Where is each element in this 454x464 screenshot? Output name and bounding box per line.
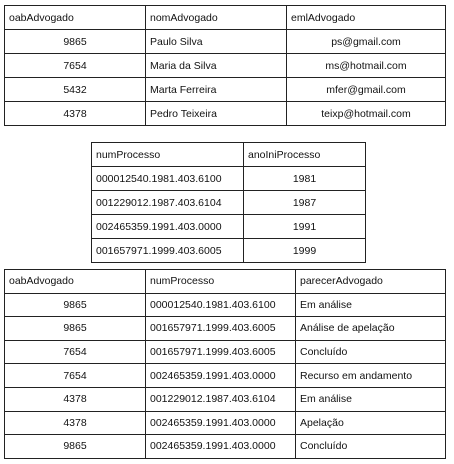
table-cell: 7654 [5,340,146,364]
column-header: oabAdvogado [5,270,146,294]
table-cell: mfer@gmail.com [287,78,446,102]
table-cell: 4378 [5,102,146,126]
table-cell: 001657971.1999.403.6005 [92,239,244,263]
table-cell: teixp@hotmail.com [287,102,446,126]
column-header: nomAdvogado [146,6,287,30]
table-row [5,364,446,388]
table-row [5,30,446,54]
table-cell: 9865 [5,293,146,317]
table-cell: 7654 [5,364,146,388]
table-row [5,293,446,317]
column-header: numProcesso [146,270,296,294]
table-row [5,54,446,78]
table-cell: Paulo Silva [146,30,287,54]
table-cell: 002465359.1991.403.0000 [92,215,244,239]
table-cell: 000012540.1981.403.6100 [92,167,244,191]
table-cell: 4378 [5,411,146,435]
table-row [5,411,446,435]
table-cell: 001657971.1999.403.6005 [146,340,296,364]
advogados-table [4,5,446,126]
table-cell: 1987 [244,191,366,215]
table-cell: Concluído [296,435,446,459]
table-cell: 9865 [5,317,146,341]
table-header-row [92,143,366,167]
table-header-row [5,6,446,30]
table-cell: Em análise [296,387,446,411]
column-header: numProcesso [92,143,244,167]
table-row [5,78,446,102]
table-cell: 9865 [5,30,146,54]
table-cell: Recurso em andamento [296,364,446,388]
table-cell: Concluído [296,340,446,364]
table-cell: 002465359.1991.403.0000 [146,411,296,435]
table-cell: 4378 [5,387,146,411]
table-row [92,191,366,215]
table-cell: 000012540.1981.403.6100 [146,293,296,317]
table-header-row [5,270,446,294]
table-cell: Apelação [296,411,446,435]
table-cell: 9865 [5,435,146,459]
table-cell: 002465359.1991.403.0000 [146,364,296,388]
table-row [92,239,366,263]
table-cell: Marta Ferreira [146,78,287,102]
column-header: anoIniProcesso [244,143,366,167]
table-cell: Em análise [296,293,446,317]
processos-table [91,142,366,263]
table-row [5,317,446,341]
table-cell: Análise de apelação [296,317,446,341]
table-cell: Pedro Teixeira [146,102,287,126]
table-row [5,340,446,364]
table-cell: 1991 [244,215,366,239]
table-cell: 7654 [5,54,146,78]
table-row [92,167,366,191]
column-header: oabAdvogado [5,6,146,30]
table-cell: 1999 [244,239,366,263]
table-cell: ms@hotmail.com [287,54,446,78]
table-cell: 001229012.1987.403.6104 [92,191,244,215]
table-cell: 5432 [5,78,146,102]
table-cell: 002465359.1991.403.0000 [146,435,296,459]
column-header: emlAdvogado [287,6,446,30]
table-row [5,102,446,126]
table-row [5,435,446,459]
table-cell: ps@gmail.com [287,30,446,54]
table-cell: 1981 [244,167,366,191]
table-cell: 001657971.1999.403.6005 [146,317,296,341]
table-row [5,387,446,411]
table-row [92,215,366,239]
column-header: parecerAdvogado [296,270,446,294]
table-cell: Maria da Silva [146,54,287,78]
table-cell: 001229012.1987.403.6104 [146,387,296,411]
pareceres-table [4,269,446,459]
